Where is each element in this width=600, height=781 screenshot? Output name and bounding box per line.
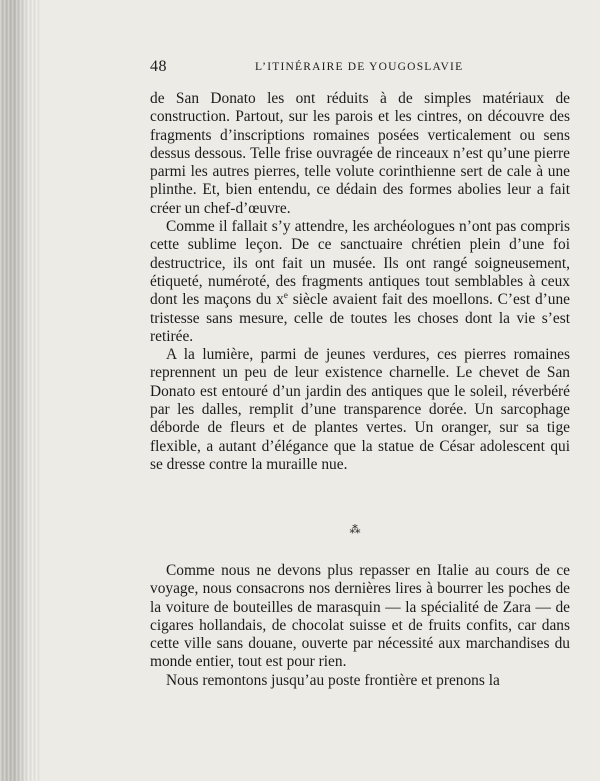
book-spine-shadow xyxy=(0,0,40,781)
running-title: L’ITINÉRAIRE DE YOUGOSLAVIE xyxy=(255,61,464,73)
page-header xyxy=(150,58,570,78)
page-number: 48 xyxy=(150,58,167,75)
paragraph-1: de San Donato les ont réduits à de simples matériaux de construction. Partout, sur les parois et les cintres, on découvre des fragments d’inscriptions romaines posées verticalement ou sens dessus dessous. Telle frise ouvragée de rinceaux n’est qu’une pierre parmi les autres pierres, telle volute corinthienne sert de cale à une plinthe. Et, bien entendu, ce dédain des formes abolies leur a fait créer un chef-d’œuvre. xyxy=(150,90,570,217)
paragraph-2 xyxy=(150,218,570,346)
century-suffix: e xyxy=(283,290,288,301)
paragraph-2-text-b: siècle avaient fait des moellons. C’est d’une tristesse sans mesure, celle de toutes les choses dont la vie s’est retirée. xyxy=(150,291,570,345)
second-text-block xyxy=(150,562,570,690)
paragraph-4: Comme nous ne devons plus repasser en Italie au cours de ce voyage, nous consacrons nos dernières lires à bourrer les poches de la voiture de bouteilles de marasquin — la spécialité de Zara — de cigares hollandais, de chocolat suisse et de fruits confits, car dans cette ville sans douane, ouverte par nécessité aux marchandises du monde entier, tout est pour rien. xyxy=(150,562,570,671)
section-break-asterism: ⁂ xyxy=(349,524,361,536)
paragraph-2-text-a: Comme il fallait s’y attendre, les archéologues n’ont pas compris cette sublime leçon. De ce sanctuaire chrétien plein d’une foi destructrice, ils ont fait un musée. Ils ont rangé soigneusement, étiqueté, numéroté, des fragments antiques tout semblables à ceux dont les maçons du xyxy=(150,218,570,309)
paragraph-3: A la lumière, parmi de jeunes verdures, ces pierres romaines reprennent un peu de leur existence charnelle. Le chevet de San Donato est entouré d’un jardin des antiques que le soleil, réverbéré par les dalles, remplit d’une transparence dorée. Un sarcophage déborde de fleurs et de plantes vertes. Un oranger, sur sa tige flexible, a autant d’élégance que la statue de César adolescent qui se dresse contre la muraille nue. xyxy=(150,346,570,473)
main-text-block xyxy=(150,90,570,474)
century-roman: x xyxy=(276,291,284,309)
paragraph-5: Nous remontons jusqu’au poste frontière et prenons la xyxy=(166,671,500,689)
